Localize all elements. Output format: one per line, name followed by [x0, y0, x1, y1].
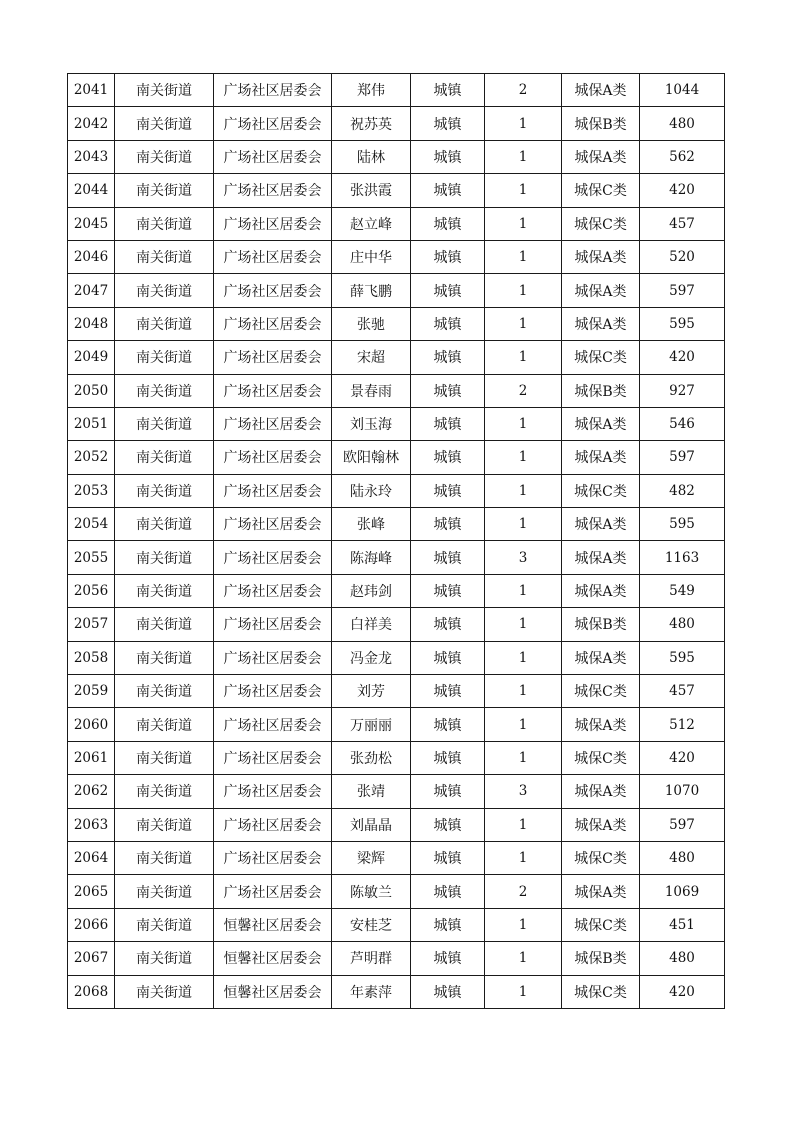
cell-amount: 420	[640, 174, 725, 207]
cell-amount: 420	[640, 741, 725, 774]
cell-subdistrict: 南关街道	[115, 407, 214, 440]
cell-category: 城保C类	[562, 341, 640, 374]
cell-amount: 597	[640, 274, 725, 307]
cell-category: 城保C类	[562, 975, 640, 1008]
cell-community: 广场社区居委会	[214, 74, 332, 107]
table-row	[68, 641, 725, 674]
records-table	[67, 73, 725, 1009]
table-row	[68, 908, 725, 941]
cell-amount: 457	[640, 675, 725, 708]
cell-name: 张峰	[332, 508, 411, 541]
table-row	[68, 708, 725, 741]
cell-subdistrict: 南关街道	[115, 641, 214, 674]
table-row	[68, 875, 725, 908]
cell-category: 城保A类	[562, 441, 640, 474]
table-row	[68, 374, 725, 407]
table-row	[68, 74, 725, 107]
cell-subdistrict: 南关街道	[115, 875, 214, 908]
cell-household-size: 1	[485, 908, 562, 941]
cell-household-size: 1	[485, 407, 562, 440]
table-row	[68, 975, 725, 1008]
cell-amount: 480	[640, 107, 725, 140]
cell-amount: 595	[640, 508, 725, 541]
cell-category: 城保A类	[562, 74, 640, 107]
cell-community: 广场社区居委会	[214, 207, 332, 240]
table-row	[68, 574, 725, 607]
cell-household-type: 城镇	[411, 374, 485, 407]
table-row	[68, 341, 725, 374]
cell-household-type: 城镇	[411, 341, 485, 374]
cell-household-type: 城镇	[411, 808, 485, 841]
cell-community: 广场社区居委会	[214, 841, 332, 874]
cell-household-size: 1	[485, 641, 562, 674]
cell-household-type: 城镇	[411, 474, 485, 507]
cell-category: 城保B类	[562, 608, 640, 641]
cell-amount: 480	[640, 841, 725, 874]
cell-name: 刘芳	[332, 675, 411, 708]
cell-household-type: 城镇	[411, 107, 485, 140]
cell-name: 冯金龙	[332, 641, 411, 674]
cell-serial-number: 2057	[68, 608, 115, 641]
cell-household-type: 城镇	[411, 441, 485, 474]
cell-household-type: 城镇	[411, 741, 485, 774]
cell-subdistrict: 南关街道	[115, 741, 214, 774]
cell-name: 陈敏兰	[332, 875, 411, 908]
cell-household-type: 城镇	[411, 675, 485, 708]
cell-serial-number: 2053	[68, 474, 115, 507]
cell-community: 广场社区居委会	[214, 775, 332, 808]
cell-serial-number: 2048	[68, 307, 115, 340]
cell-household-size: 1	[485, 675, 562, 708]
cell-category: 城保A类	[562, 407, 640, 440]
cell-serial-number: 2043	[68, 140, 115, 173]
cell-household-size: 1	[485, 307, 562, 340]
cell-amount: 420	[640, 975, 725, 1008]
cell-name: 刘玉海	[332, 407, 411, 440]
cell-household-size: 1	[485, 741, 562, 774]
cell-category: 城保B类	[562, 374, 640, 407]
cell-household-size: 1	[485, 508, 562, 541]
cell-amount: 927	[640, 374, 725, 407]
cell-amount: 420	[640, 341, 725, 374]
cell-community: 广场社区居委会	[214, 608, 332, 641]
cell-serial-number: 2042	[68, 107, 115, 140]
cell-category: 城保C类	[562, 207, 640, 240]
cell-category: 城保C类	[562, 174, 640, 207]
cell-serial-number: 2058	[68, 641, 115, 674]
cell-name: 张驰	[332, 307, 411, 340]
cell-amount: 595	[640, 641, 725, 674]
table-row	[68, 107, 725, 140]
cell-subdistrict: 南关街道	[115, 274, 214, 307]
cell-name: 赵立峰	[332, 207, 411, 240]
cell-household-size: 1	[485, 574, 562, 607]
cell-category: 城保B类	[562, 942, 640, 975]
cell-category: 城保A类	[562, 541, 640, 574]
table-row	[68, 508, 725, 541]
cell-category: 城保A类	[562, 808, 640, 841]
cell-category: 城保A类	[562, 708, 640, 741]
cell-amount: 512	[640, 708, 725, 741]
table-row	[68, 675, 725, 708]
cell-community: 广场社区居委会	[214, 641, 332, 674]
cell-household-type: 城镇	[411, 942, 485, 975]
cell-community: 广场社区居委会	[214, 574, 332, 607]
cell-household-size: 1	[485, 274, 562, 307]
cell-serial-number: 2044	[68, 174, 115, 207]
cell-subdistrict: 南关街道	[115, 140, 214, 173]
table-row	[68, 608, 725, 641]
cell-category: 城保C类	[562, 741, 640, 774]
cell-name: 祝苏英	[332, 107, 411, 140]
cell-amount: 1069	[640, 875, 725, 908]
cell-serial-number: 2047	[68, 274, 115, 307]
cell-amount: 480	[640, 608, 725, 641]
cell-amount: 482	[640, 474, 725, 507]
cell-serial-number: 2061	[68, 741, 115, 774]
cell-community: 广场社区居委会	[214, 741, 332, 774]
cell-subdistrict: 南关街道	[115, 942, 214, 975]
table-row	[68, 407, 725, 440]
cell-household-size: 3	[485, 541, 562, 574]
cell-community: 广场社区居委会	[214, 875, 332, 908]
cell-household-size: 1	[485, 708, 562, 741]
cell-category: 城保C类	[562, 908, 640, 941]
cell-subdistrict: 南关街道	[115, 775, 214, 808]
cell-category: 城保A类	[562, 240, 640, 273]
table-row	[68, 775, 725, 808]
cell-household-type: 城镇	[411, 841, 485, 874]
document-table-wrapper	[67, 73, 725, 1009]
cell-category: 城保A类	[562, 641, 640, 674]
cell-household-type: 城镇	[411, 908, 485, 941]
cell-serial-number: 2066	[68, 908, 115, 941]
cell-serial-number: 2059	[68, 675, 115, 708]
cell-household-size: 1	[485, 808, 562, 841]
cell-household-size: 1	[485, 240, 562, 273]
cell-name: 郑伟	[332, 74, 411, 107]
cell-community: 广场社区居委会	[214, 441, 332, 474]
cell-name: 张靖	[332, 775, 411, 808]
cell-category: 城保A类	[562, 307, 640, 340]
cell-community: 恒馨社区居委会	[214, 975, 332, 1008]
cell-serial-number: 2065	[68, 875, 115, 908]
cell-household-type: 城镇	[411, 975, 485, 1008]
cell-subdistrict: 南关街道	[115, 508, 214, 541]
cell-household-size: 1	[485, 174, 562, 207]
cell-subdistrict: 南关街道	[115, 74, 214, 107]
cell-serial-number: 2064	[68, 841, 115, 874]
cell-household-type: 城镇	[411, 207, 485, 240]
cell-subdistrict: 南关街道	[115, 441, 214, 474]
table-row	[68, 174, 725, 207]
cell-subdistrict: 南关街道	[115, 107, 214, 140]
cell-household-type: 城镇	[411, 875, 485, 908]
cell-subdistrict: 南关街道	[115, 174, 214, 207]
cell-household-size: 2	[485, 74, 562, 107]
cell-household-type: 城镇	[411, 641, 485, 674]
cell-community: 广场社区居委会	[214, 240, 332, 273]
table-row	[68, 441, 725, 474]
cell-amount: 457	[640, 207, 725, 240]
cell-amount: 1163	[640, 541, 725, 574]
cell-category: 城保C类	[562, 675, 640, 708]
cell-category: 城保A类	[562, 875, 640, 908]
cell-household-type: 城镇	[411, 240, 485, 273]
cell-name: 芦明群	[332, 942, 411, 975]
cell-category: 城保A类	[562, 508, 640, 541]
cell-serial-number: 2056	[68, 574, 115, 607]
cell-name: 赵玮剑	[332, 574, 411, 607]
table-row	[68, 841, 725, 874]
cell-subdistrict: 南关街道	[115, 574, 214, 607]
cell-name: 陆林	[332, 140, 411, 173]
cell-household-size: 2	[485, 875, 562, 908]
cell-household-size: 3	[485, 775, 562, 808]
cell-category: 城保A类	[562, 140, 640, 173]
cell-subdistrict: 南关街道	[115, 541, 214, 574]
cell-name: 安桂芝	[332, 908, 411, 941]
table-row	[68, 808, 725, 841]
cell-subdistrict: 南关街道	[115, 708, 214, 741]
table-row	[68, 942, 725, 975]
cell-household-size: 2	[485, 374, 562, 407]
cell-serial-number: 2063	[68, 808, 115, 841]
cell-name: 张洪霞	[332, 174, 411, 207]
cell-community: 广场社区居委会	[214, 341, 332, 374]
cell-subdistrict: 南关街道	[115, 608, 214, 641]
cell-community: 广场社区居委会	[214, 675, 332, 708]
cell-name: 张劲松	[332, 741, 411, 774]
cell-name: 陈海峰	[332, 541, 411, 574]
cell-household-type: 城镇	[411, 508, 485, 541]
cell-household-type: 城镇	[411, 307, 485, 340]
cell-serial-number: 2054	[68, 508, 115, 541]
cell-household-type: 城镇	[411, 608, 485, 641]
cell-name: 庄中华	[332, 240, 411, 273]
cell-category: 城保A类	[562, 775, 640, 808]
cell-subdistrict: 南关街道	[115, 908, 214, 941]
cell-subdistrict: 南关街道	[115, 240, 214, 273]
cell-name: 欧阳翰林	[332, 441, 411, 474]
cell-household-size: 1	[485, 942, 562, 975]
cell-serial-number: 2068	[68, 975, 115, 1008]
cell-serial-number: 2055	[68, 541, 115, 574]
cell-name: 年素萍	[332, 975, 411, 1008]
cell-subdistrict: 南关街道	[115, 341, 214, 374]
cell-name: 薛飞鹏	[332, 274, 411, 307]
cell-serial-number: 2052	[68, 441, 115, 474]
cell-amount: 1070	[640, 775, 725, 808]
cell-community: 广场社区居委会	[214, 174, 332, 207]
cell-household-type: 城镇	[411, 274, 485, 307]
cell-amount: 562	[640, 140, 725, 173]
cell-subdistrict: 南关街道	[115, 474, 214, 507]
table-row	[68, 307, 725, 340]
cell-community: 广场社区居委会	[214, 474, 332, 507]
cell-community: 广场社区居委会	[214, 407, 332, 440]
cell-community: 广场社区居委会	[214, 107, 332, 140]
table-row	[68, 140, 725, 173]
table-row	[68, 207, 725, 240]
cell-community: 广场社区居委会	[214, 808, 332, 841]
cell-subdistrict: 南关街道	[115, 207, 214, 240]
cell-community: 广场社区居委会	[214, 508, 332, 541]
cell-serial-number: 2062	[68, 775, 115, 808]
cell-serial-number: 2051	[68, 407, 115, 440]
cell-household-size: 1	[485, 107, 562, 140]
cell-household-type: 城镇	[411, 74, 485, 107]
table-row	[68, 741, 725, 774]
cell-category: 城保B类	[562, 107, 640, 140]
cell-amount: 451	[640, 908, 725, 941]
cell-household-type: 城镇	[411, 140, 485, 173]
cell-household-type: 城镇	[411, 708, 485, 741]
records-table-body	[68, 74, 725, 1009]
cell-category: 城保A类	[562, 574, 640, 607]
cell-household-size: 1	[485, 207, 562, 240]
cell-amount: 546	[640, 407, 725, 440]
cell-amount: 597	[640, 808, 725, 841]
cell-category: 城保C类	[562, 841, 640, 874]
table-row	[68, 240, 725, 273]
cell-subdistrict: 南关街道	[115, 307, 214, 340]
cell-household-type: 城镇	[411, 574, 485, 607]
cell-name: 白祥美	[332, 608, 411, 641]
cell-household-size: 1	[485, 441, 562, 474]
cell-serial-number: 2046	[68, 240, 115, 273]
cell-community: 广场社区居委会	[214, 541, 332, 574]
cell-name: 景春雨	[332, 374, 411, 407]
cell-serial-number: 2041	[68, 74, 115, 107]
cell-household-size: 1	[485, 975, 562, 1008]
cell-subdistrict: 南关街道	[115, 808, 214, 841]
cell-community: 广场社区居委会	[214, 307, 332, 340]
cell-serial-number: 2050	[68, 374, 115, 407]
cell-serial-number: 2060	[68, 708, 115, 741]
cell-amount: 520	[640, 240, 725, 273]
cell-household-size: 1	[485, 474, 562, 507]
cell-category: 城保A类	[562, 274, 640, 307]
cell-household-type: 城镇	[411, 541, 485, 574]
cell-household-type: 城镇	[411, 775, 485, 808]
cell-amount: 1044	[640, 74, 725, 107]
cell-community: 广场社区居委会	[214, 140, 332, 173]
cell-name: 陆永玲	[332, 474, 411, 507]
table-row	[68, 541, 725, 574]
cell-amount: 549	[640, 574, 725, 607]
cell-household-type: 城镇	[411, 174, 485, 207]
cell-household-type: 城镇	[411, 407, 485, 440]
table-row	[68, 474, 725, 507]
cell-household-size: 1	[485, 841, 562, 874]
cell-amount: 480	[640, 942, 725, 975]
cell-community: 广场社区居委会	[214, 374, 332, 407]
cell-name: 宋超	[332, 341, 411, 374]
table-row	[68, 274, 725, 307]
cell-household-size: 1	[485, 341, 562, 374]
cell-household-size: 1	[485, 140, 562, 173]
cell-name: 刘晶晶	[332, 808, 411, 841]
cell-household-size: 1	[485, 608, 562, 641]
cell-subdistrict: 南关街道	[115, 975, 214, 1008]
cell-amount: 595	[640, 307, 725, 340]
cell-name: 万丽丽	[332, 708, 411, 741]
cell-community: 恒馨社区居委会	[214, 908, 332, 941]
cell-serial-number: 2067	[68, 942, 115, 975]
cell-community: 广场社区居委会	[214, 708, 332, 741]
cell-serial-number: 2045	[68, 207, 115, 240]
cell-name: 梁辉	[332, 841, 411, 874]
cell-category: 城保C类	[562, 474, 640, 507]
cell-subdistrict: 南关街道	[115, 841, 214, 874]
cell-community: 广场社区居委会	[214, 274, 332, 307]
cell-subdistrict: 南关街道	[115, 374, 214, 407]
cell-subdistrict: 南关街道	[115, 675, 214, 708]
cell-serial-number: 2049	[68, 341, 115, 374]
cell-community: 恒馨社区居委会	[214, 942, 332, 975]
cell-amount: 597	[640, 441, 725, 474]
